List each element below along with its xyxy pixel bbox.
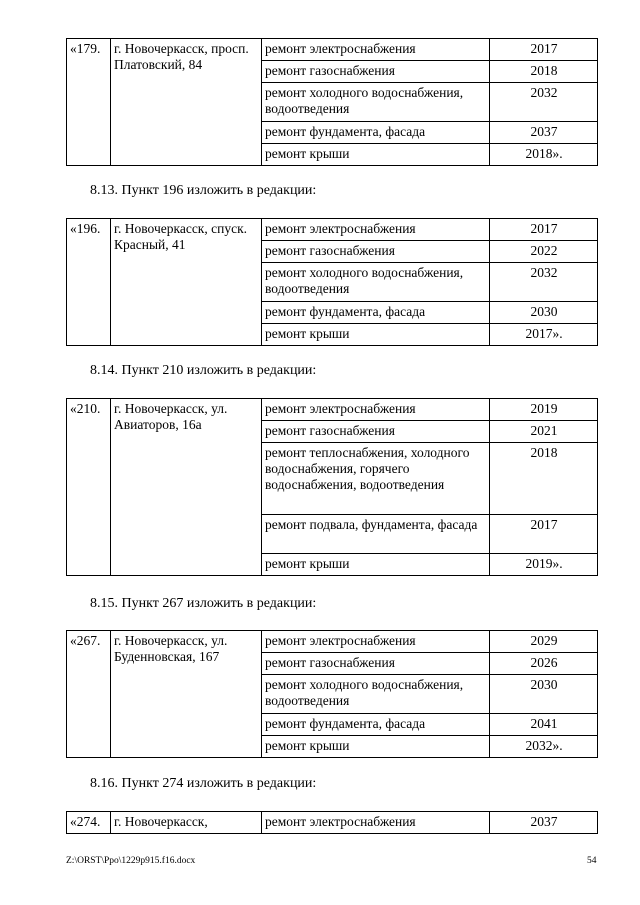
work-year: 2022 [490, 241, 598, 263]
work-year: 2037 [490, 122, 598, 144]
work-year: 2017 [490, 219, 598, 241]
work-year: 2017 [490, 39, 598, 61]
address-table-210 [66, 398, 598, 576]
work-type: ремонт газоснабжения [262, 653, 490, 675]
work-type: ремонт холодного водоснабжения, водоотведения [262, 83, 490, 122]
work-type: ремонт крыши [262, 144, 490, 166]
work-type: ремонт холодного водоснабжения, водоотведения [262, 263, 490, 302]
work-type: ремонт газоснабжения [262, 241, 490, 263]
address-table-196 [66, 218, 598, 346]
work-type: ремонт электроснабжения [262, 631, 490, 653]
work-type: ремонт крыши [262, 324, 490, 346]
item-address: г. Новочеркасск, ул. Авиаторов, 16а [111, 399, 262, 576]
work-year: 2030 [490, 675, 598, 714]
work-type: ремонт холодного водоснабжения, водоотведения [262, 675, 490, 714]
work-year: 2032 [490, 263, 598, 302]
amendment-paragraph: 8.14. Пункт 210 изложить в редакции: [90, 363, 317, 378]
item-address: г. Новочеркасск, [111, 812, 262, 834]
address-table-274 [66, 811, 598, 834]
footer-file-path: Z:\ORST\Ppo\1229p915.f16.docx [66, 856, 196, 866]
work-type: ремонт фундамента, фасада [262, 302, 490, 324]
work-year: 2041 [490, 714, 598, 736]
work-type: ремонт подвала, фундамента, фасада [262, 515, 490, 554]
item-number: «274. [67, 812, 111, 834]
address-table-267 [66, 630, 598, 758]
work-type: ремонт газоснабжения [262, 421, 490, 443]
item-address: г. Новочеркасск, ул. Буденновская, 167 [111, 631, 262, 758]
work-year: 2018 [490, 61, 598, 83]
item-address: г. Новочеркасск, просп. Платовский, 84 [111, 39, 262, 166]
work-year: 2018». [490, 144, 598, 166]
item-number: «196. [67, 219, 111, 346]
work-type: ремонт электроснабжения [262, 219, 490, 241]
work-year: 2026 [490, 653, 598, 675]
work-year: 2029 [490, 631, 598, 653]
work-year: 2017 [490, 515, 598, 554]
work-year: 2037 [490, 812, 598, 834]
work-year: 2032 [490, 83, 598, 122]
work-type: ремонт фундамента, фасада [262, 714, 490, 736]
work-type: ремонт электроснабжения [262, 39, 490, 61]
work-year: 2030 [490, 302, 598, 324]
work-year: 2019». [490, 554, 598, 576]
work-type: ремонт электроснабжения [262, 812, 490, 834]
amendment-paragraph: 8.15. Пункт 267 изложить в редакции: [90, 596, 317, 611]
item-number: «267. [67, 631, 111, 758]
work-year: 2021 [490, 421, 598, 443]
footer-page-number: 54 [587, 856, 597, 866]
work-year: 2018 [490, 443, 598, 515]
address-table-179 [66, 38, 598, 166]
work-type: ремонт теплоснабжения, холодного водоснабжения, горячего водоснабжения, водоотведения [262, 443, 490, 515]
work-type: ремонт фундамента, фасада [262, 122, 490, 144]
work-type: ремонт крыши [262, 554, 490, 576]
amendment-paragraph: 8.16. Пункт 274 изложить в редакции: [90, 776, 317, 791]
work-type: ремонт газоснабжения [262, 61, 490, 83]
work-year: 2019 [490, 399, 598, 421]
amendment-paragraph: 8.13. Пункт 196 изложить в редакции: [90, 183, 317, 198]
work-type: ремонт электроснабжения [262, 399, 490, 421]
item-number: «179. [67, 39, 111, 166]
work-year: 2017». [490, 324, 598, 346]
item-number: «210. [67, 399, 111, 576]
work-type: ремонт крыши [262, 736, 490, 758]
item-address: г. Новочеркасск, спуск. Красный, 41 [111, 219, 262, 346]
work-year: 2032». [490, 736, 598, 758]
